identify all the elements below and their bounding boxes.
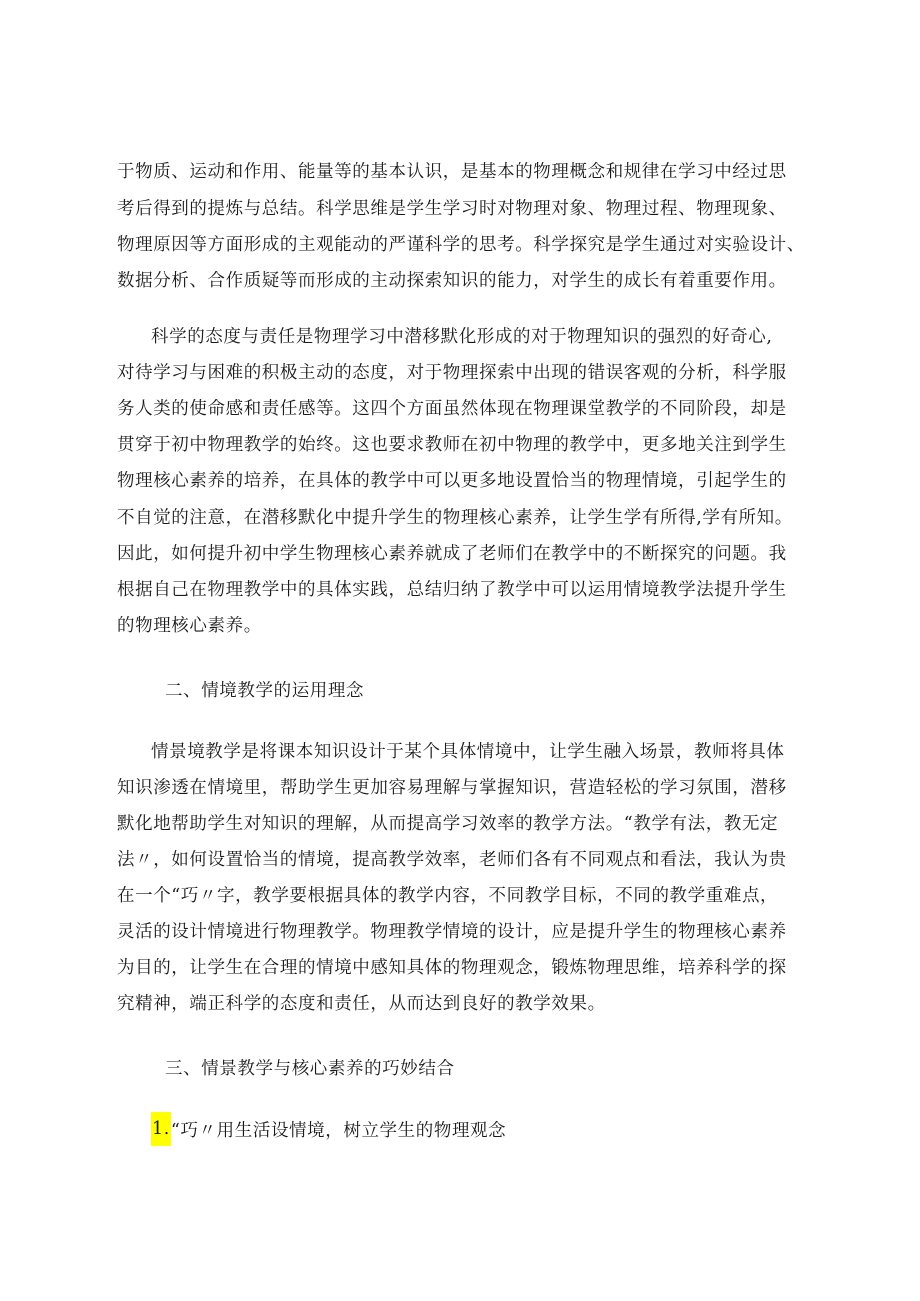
- paragraph-line: 知识渗透在情境里，帮助学生更加容易理解与掌握知识，营造轻松的学习氛围，潜移: [117, 778, 787, 798]
- paragraph-line: 因此，如何提升初中学生物理核心素养就成了老师们在教学中的不断探究的问题。我: [117, 544, 787, 564]
- paragraph-line: 对待学习与困难的积极主动的态度，对于物理探索中出现的错误客观的分析，科学服: [117, 363, 787, 383]
- paragraph-line: 法〃，如何设置恰当的情境，提高教学效率，老师们各有不同观点和看法，我认为贵: [117, 850, 787, 870]
- paragraph-line: 贯穿于初中物理教学的始终。这也要求教师在初中物理的教学中，更多地关注到学生: [117, 435, 787, 455]
- paragraph-line: 情景境教学是将课本知识设计于某个具体情境中，让学生融入场景，教师将具体: [151, 742, 785, 762]
- paragraph-line: 为目的，让学生在合理的情境中感知具体的物理观念，锻炼物理思维，培养科学的探: [117, 958, 787, 978]
- paragraph-line: 在一个“巧〃字，教学要根据具体的教学内容，不同教学目标，不同的教学重难点，: [117, 886, 779, 906]
- paragraph-line: 于物质、运动和作用、能量等的基本认识，是基本的物理概念和规律在学习中经过思: [117, 162, 787, 182]
- paragraph-line: 究精神，端正科学的态度和责任，从而达到良好的教学效果。: [117, 994, 606, 1014]
- paragraph-line: 根据自己在物理教学中的具体实践，总结归纳了教学中可以运用情境教学法提升学生: [117, 580, 787, 600]
- paragraph-line: 科学的态度与责任是物理学习中潜移默化形成的对于物理知识的强烈的好奇心,: [151, 327, 773, 347]
- item-number-highlight: 1.: [151, 1112, 171, 1146]
- section-heading: 三、情景教学与核心素养的巧妙结合: [165, 1059, 455, 1079]
- item-text: “巧〃用生活设情境，树立学生的物理观念: [170, 1121, 507, 1141]
- paragraph-line: 默化地帮助学生对知识的理解，从而提高学习效率的教学方法。“教学有法，教无定: [117, 814, 779, 834]
- paragraph-line: 物理核心素养的培养，在具体的教学中可以更多地设置恰当的物理情境，引起学生的: [117, 471, 787, 491]
- section-heading: 二、情境教学的运用理念: [165, 681, 365, 701]
- numbered-item: [151, 1117, 506, 1146]
- paragraph-line: 务人类的使命感和责任感等。这四个方面虽然体现在物理课堂教学的不同阶段，却是: [117, 399, 787, 419]
- paragraph-line: 数据分析、合作质疑等而形成的主动探索知识的能力，对学生的成长有着重要作用。: [117, 271, 787, 291]
- paragraph-line: 不自觉的注意，在潜移默化中提升学生的物理核心素养，让学生学有所得,学有所知。: [117, 508, 793, 528]
- paragraph-line: 物理原因等方面形成的主观能动的严谨科学的思考。科学探究是学生通过对实验设计、: [117, 235, 805, 255]
- paragraph-line: 的物理核心素养。: [117, 616, 262, 636]
- paragraph-line: 灵活的设计情境进行物理教学。物理教学情境的设计，应是提升学生的物理核心素养: [117, 922, 787, 942]
- paragraph-line: 考后得到的提炼与总结。科学思维是学生学习时对物理对象、物理过程、物理现象、: [117, 199, 787, 219]
